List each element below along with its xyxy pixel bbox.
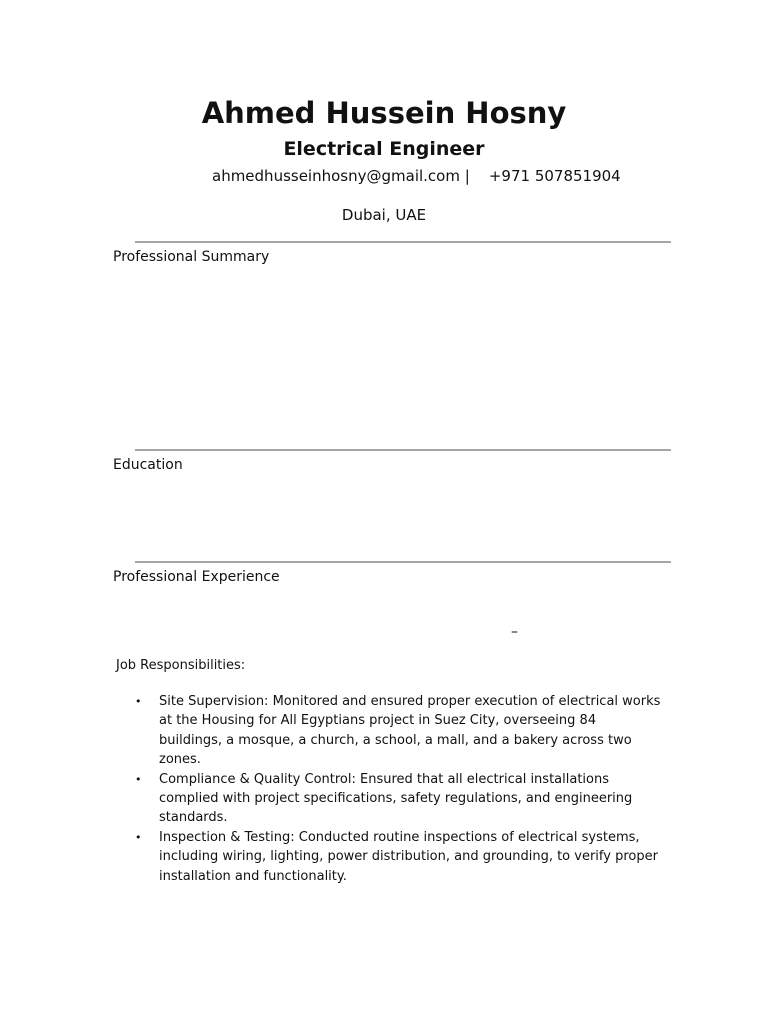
section-heading-experience: Professional Experience (113, 569, 280, 585)
list-item-text: Site Supervision: Monitored and ensured proper execution of electrical works at the Housing for All Egyptians project in Suez City, overseeing 84 buildings, a mosque, a church, a school, a mall, and a bakery across two zones. (159, 694, 661, 768)
job-title: Electrical Engineer (283, 138, 485, 160)
list-item-text: Inspection & Testing: Conducted routine inspections of electrical systems, including wiring, lighting, power distribution, and grounding, to verify proper installation and functionality. (159, 829, 658, 884)
candidate-name: Ahmed Hussein Hosny (201, 96, 567, 130)
date-range-dash: – (511, 624, 518, 640)
divider-summary (135, 241, 671, 243)
list-item (133, 770, 663, 828)
section-heading-education: Education (113, 457, 183, 473)
divider-experience (135, 561, 671, 563)
list-item (133, 692, 663, 770)
location: Dubai, UAE (341, 206, 427, 224)
bullet-icon: • (135, 830, 142, 844)
bullet-icon: • (135, 695, 142, 708)
responsibilities-list (133, 692, 663, 886)
divider-education (135, 449, 671, 451)
section-heading-summary: Professional Summary (113, 249, 270, 265)
list-item (133, 828, 663, 886)
list-item-text: Compliance & Quality Control: Ensured that all electrical installations complied with project specifications, safety regulations, and engineering standards. (159, 771, 633, 826)
job-responsibilities-label: Job Responsibilities: (116, 658, 246, 673)
contact-line: ahmedhusseinhosny@gmail.com | +971 507851904 (212, 167, 621, 185)
bullet-icon: • (135, 772, 142, 786)
